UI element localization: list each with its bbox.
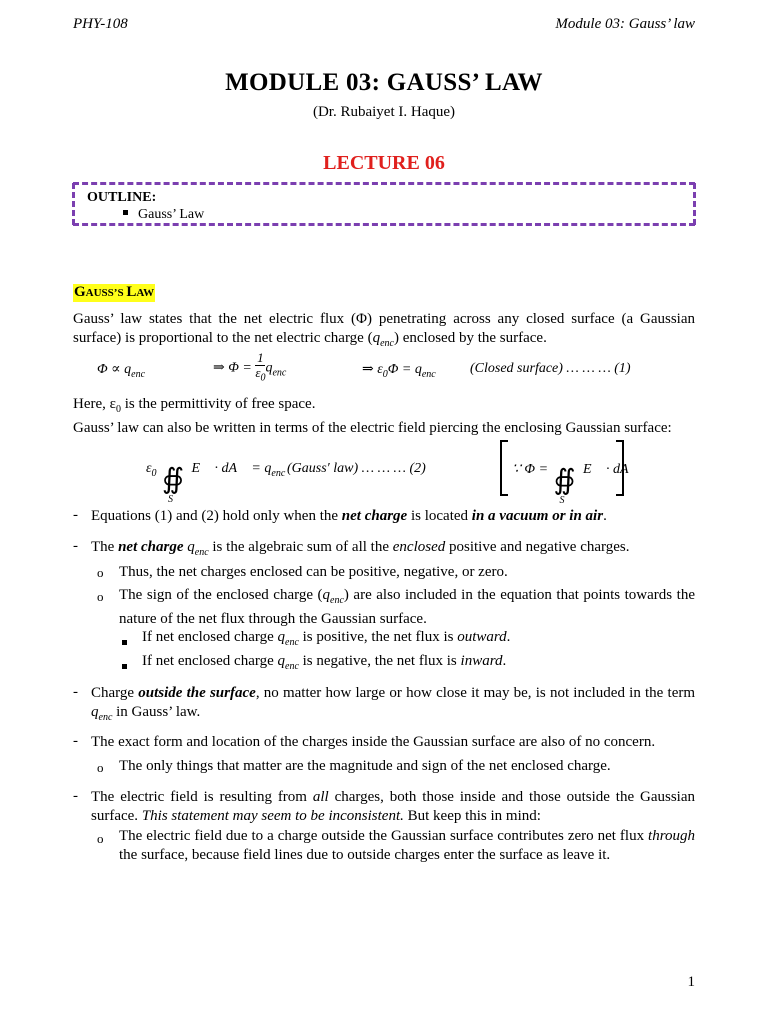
bullet-vacuum: Equations (1) and (2) hold only when the net charge is located in a vacuum or in air.	[91, 508, 607, 524]
page-title: MODULE 03: GAUSS’ LAW	[225, 69, 543, 96]
dash-bullet: -	[73, 507, 78, 523]
circle-bullet: o	[97, 589, 104, 604]
outline-box	[73, 182, 695, 226]
circle-bullet: o	[97, 831, 104, 846]
circle-bullet: o	[97, 760, 104, 775]
paragraph-electric-field: Gauss’ law can also be written in terms of the electric field piercing the enclosing Gaussian surface:	[73, 420, 672, 436]
closed-surface-integral-icon: ∯	[553, 465, 576, 496]
paragraph-definition: Gauss’ law states that the net electric flux (Φ) penetrating across any closed surface (a Gaussian surface) is proportional to the net electric charge $(q_{enc})$ enclosed by the surface.	[73, 311, 695, 349]
dash-bullet: -	[73, 733, 78, 749]
equation-2-label: (Gauss′ law) … … … (2)	[287, 461, 426, 476]
section-heading: GAUSS’S LAW	[74, 284, 155, 300]
bullet-electric-field: The electric field is resulting from all charges, both those inside and those outside the Gaussian surface. This statement may seem to be inconsistent. But keep this in mind:	[91, 789, 695, 824]
dash-bullet: -	[73, 788, 78, 804]
sub-bullet-magnitude: The only things that matter are the magnitude and sign of the net enclosed charge.	[119, 758, 611, 774]
square-bullet-icon	[122, 635, 137, 653]
closed-surface-integral-icon: ∯	[162, 464, 185, 495]
square-bullet-icon	[122, 659, 137, 677]
equation-1-label: (Closed surface) … … … (1)	[470, 361, 631, 376]
sub-bullet-zero: Thus, the net charges enclosed can be positive, negative, or zero.	[119, 564, 508, 580]
equation-flux: ⇒ Φ = $\frac{1}{\varepsilon_0}$ $q_{enc}$	[213, 350, 287, 384]
header-course-code: PHY-108	[73, 16, 128, 32]
sub-bullet-zero-flux: The electric field due to a charge outside the Gaussian surface contributes zero net flux through the surface, because field lines due to outside charges enter the surface as leave it.	[119, 828, 695, 863]
equation-epsilon-flux: ⇒ $\varepsilon_0\Phi = q_{enc}$	[362, 362, 436, 380]
circle-bullet: o	[97, 565, 104, 580]
square-bullet-icon	[123, 210, 128, 215]
outline-title: OUTLINE:	[87, 190, 157, 205]
dash-bullet: -	[73, 538, 78, 554]
sub-sub-bullet-negative: If net enclosed charge $q_{enc}$ is negative, the net flux is inward.	[142, 653, 507, 672]
dash-bullet: -	[73, 684, 78, 700]
sub-bullet-sign: The sign of the enclosed charge $(q_{enc})$ are also included in the equation that points towards the nature of the net flux through the Gaussian surface.	[119, 587, 695, 627]
header-module-title: Module 03: Gauss’ law	[555, 16, 695, 32]
equation-flux-definition: ∵ Φ = ∯ S E⃗ · dA⃗	[512, 462, 640, 506]
page-number: 1	[687, 974, 695, 990]
outline-item: Gauss’ Law	[123, 207, 204, 223]
paragraph-permittivity: Here, $\varepsilon_0$ is the permittivity of free space.	[73, 396, 316, 415]
equation-proportional: $\Phi \propto q_{enc}$	[97, 362, 146, 380]
bullet-exact-form: The exact form and location of the charges inside the Gaussian surface are also of no concern.	[91, 734, 656, 750]
lecture-heading: LECTURE 06	[323, 152, 445, 174]
equation-gauss-law: $\varepsilon_0$ ∯ S E⃗ · dA⃗ = $q_{enc}$	[146, 461, 286, 505]
bullet-outside-charge: Charge outside the surface, no matter how large or how close it may be, is not included in the term $q_{enc}$ in Gauss’ law.	[91, 685, 696, 723]
bullet-net-charge: The net charge $q_{enc}$ is the algebraic sum of all the enclosed positive and negative charges.	[91, 539, 630, 558]
author: (Dr. Rubaiyet I. Haque)	[312, 104, 456, 120]
sub-sub-bullet-positive: If net enclosed charge $q_{enc}$ is positive, the net flux is outward.	[142, 629, 511, 648]
